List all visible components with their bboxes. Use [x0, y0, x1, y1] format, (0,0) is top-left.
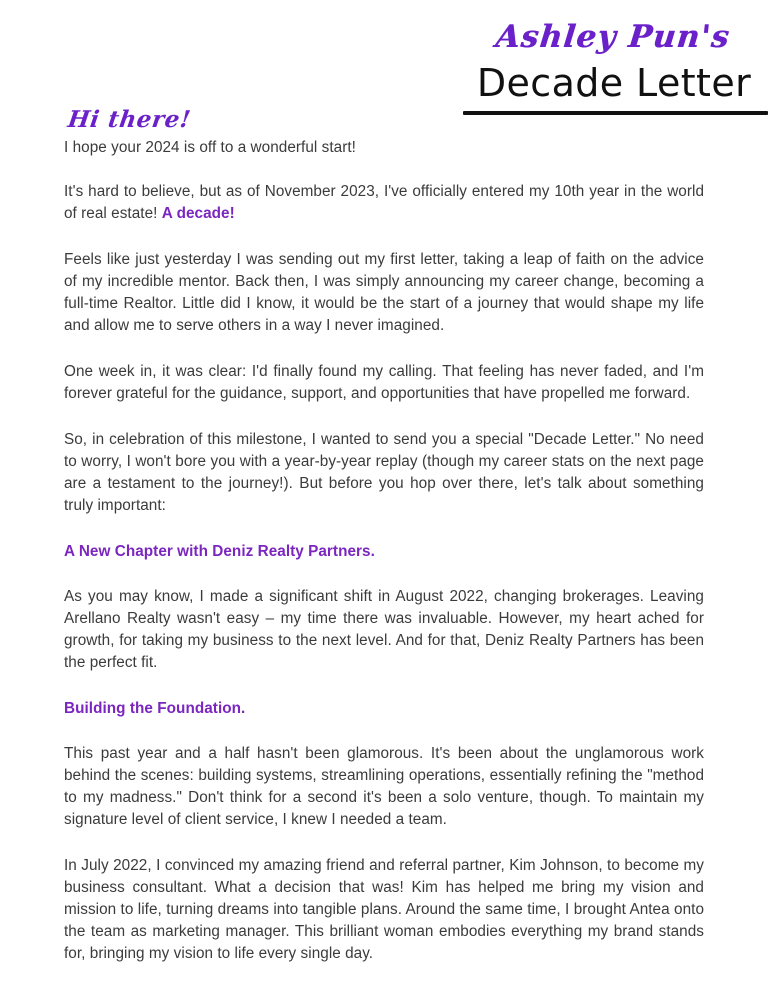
letter-header	[460, 0, 768, 115]
subheading-new-chapter-text: A New Chapter with Deniz Realty Partners.	[64, 543, 375, 561]
greeting-text: Hi there!	[66, 106, 193, 133]
paragraph-first-letter	[64, 249, 704, 337]
paragraph-brokerage-shift-text: As you may know, I made a significant shift in August 2022, changing brokerages. Leaving Arellano Realty wasn't easy – my time there was invaluable. However, my heart ached for growth, for taking my business to the next level. And for that, Deniz Realty Partners has been the perfect fit.	[64, 588, 704, 672]
author-signature-script: Ashley Pun's	[493, 19, 732, 55]
paragraph-brokerage-shift	[64, 586, 704, 674]
paragraph-milestone	[64, 429, 704, 517]
subheading-building-foundation-text: Building the Foundation.	[64, 700, 246, 718]
paragraph-milestone-text: So, in celebration of this milestone, I wanted to send you a special "Decade Letter." No need to worry, I won't bore you with a year-by-year replay (though my career stats on the next page are a testament to the journey!). But before you hop over there, let's talk about something truly important:	[64, 431, 704, 515]
paragraph-intro-text: I hope your 2024 is off to a wonderful start!	[64, 139, 356, 156]
paragraph-calling-text: One week in, it was clear: I'd finally found my calling. That feeling has never faded, and I'm forever grateful for the guidance, support, and opportunities that have propelled me forward.	[64, 363, 704, 403]
paragraph-team-text: In July 2022, I convinced my amazing friend and referral partner, Kim Johnson, to become my business consultant. What a decision that was! Kim has helped me bring my vision and mission to life, turning dreams into tangible plans. Around the same time, I brought Antea onto the team as marketing manager. This brilliant woman embodies everything my brand stands for, bringing my vision to life every single day.	[64, 857, 704, 963]
subheading-building-foundation	[64, 698, 704, 720]
paragraph-behind-scenes	[64, 743, 704, 831]
paragraph-behind-scenes-text: This past year and a half hasn't been glamorous. It's been about the unglamorous work behind the scenes: building systems, streamlining operations, essentially refining the "method to my madness." Don't think for a second it's been a solo venture, though. To maintain my signature level of client service, I knew I needed a team.	[64, 745, 704, 829]
page-title: Decade Letter	[476, 61, 752, 105]
subheading-new-chapter	[64, 541, 704, 563]
paragraph-calling	[64, 361, 704, 405]
letter-body	[64, 108, 704, 965]
paragraph-decade	[64, 181, 704, 225]
paragraph-team	[64, 855, 704, 965]
greeting-script	[66, 108, 192, 131]
paragraph-intro	[64, 137, 704, 159]
paragraph-first-letter-text: Feels like just yesterday I was sending out my first letter, taking a leap of faith on the advice of my incredible mentor. Back then, I was simply announcing my career change, becoming a full-time Realtor. Little did I know, it would be the start of a journey that would shape my life and allow me to serve others in a way I never imagined.	[64, 251, 704, 335]
decade-accent-text: A decade!	[161, 205, 235, 223]
paragraph-decade-text: It's hard to believe, but as of November 2023, I've officially entered my 10th year in the world of real estate!	[64, 183, 704, 223]
